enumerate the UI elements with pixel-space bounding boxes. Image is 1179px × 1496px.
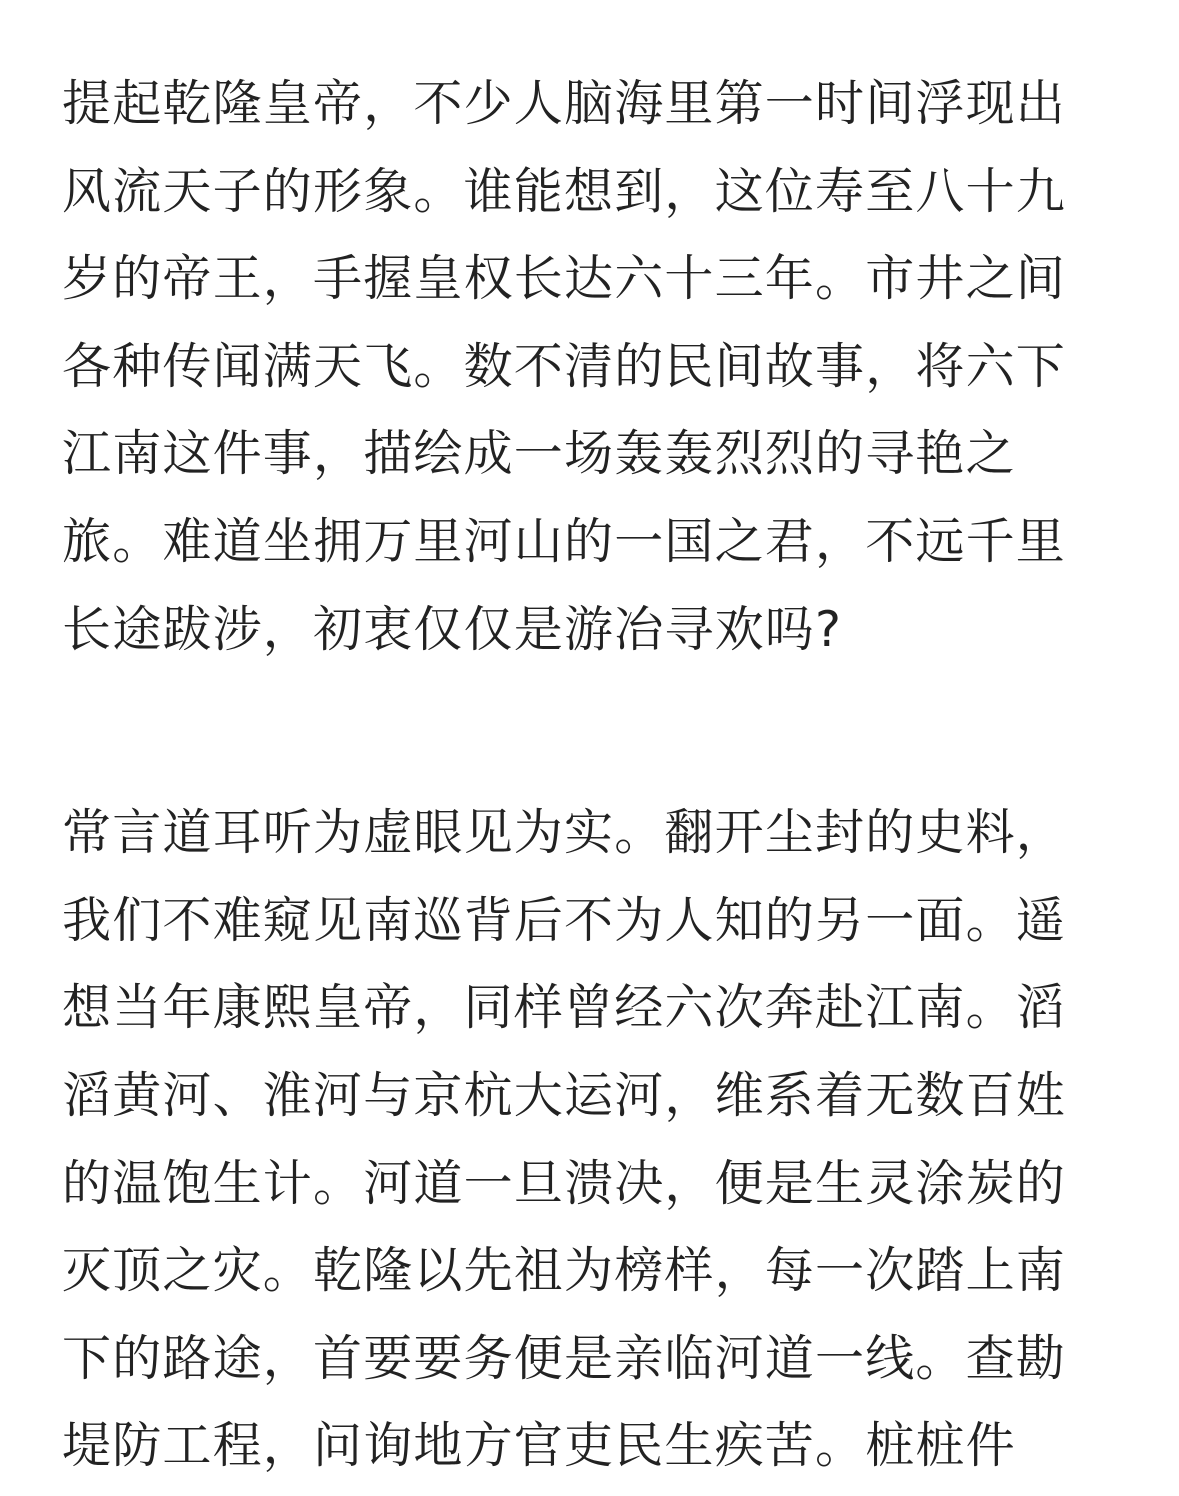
text-line: 风流天子的形象。谁能想到，这位寿至八十九 xyxy=(62,162,1067,220)
paragraph-spacer xyxy=(62,679,1132,795)
text-line: 旅。难道坐拥万里河山的一国之君，不远千里 xyxy=(62,512,1067,570)
paragraph-1 xyxy=(62,66,1132,679)
text-line: 滔黄河、淮河与京杭大运河，维系着无数百姓 xyxy=(62,1066,1067,1124)
paragraph-2 xyxy=(62,795,1132,1496)
text-line: 各种传闻满天飞。数不清的民间故事，将六下 xyxy=(62,337,1067,395)
text-line: 常言道耳听为虚眼见为实。翻开尘封的史料， xyxy=(62,804,1067,862)
text-line: 江南这件事，描绘成一场轰轰烈烈的寻艳之 xyxy=(62,425,1016,483)
text-line: 下的路途，首要要务便是亲临河道一线。查勘 xyxy=(62,1329,1067,1387)
text-line: 岁的帝王，手握皇权长达六十三年。市井之间 xyxy=(62,250,1067,308)
text-line: 我们不难窥见南巡背后不为人知的另一面。遥 xyxy=(62,891,1067,949)
article-body xyxy=(62,66,1132,1496)
text-line: 灭顶之灾。乾隆以先祖为榜样，每一次踏上南 xyxy=(62,1242,1067,1300)
text-line: 提起乾隆皇帝，不少人脑海里第一时间浮现出 xyxy=(62,75,1067,132)
text-line: 想当年康熙皇帝，同样曾经六次奔赴江南。滔 xyxy=(62,979,1067,1037)
text-line: 堤防工程，问询地方官吏民生疾苦。桩桩件 xyxy=(62,1417,1016,1475)
text-line: 的温饱生计。河道一旦溃决，便是生灵涂炭的 xyxy=(62,1154,1067,1212)
text-line: 长途跋涉，初衷仅仅是游冶寻欢吗? xyxy=(62,600,843,658)
